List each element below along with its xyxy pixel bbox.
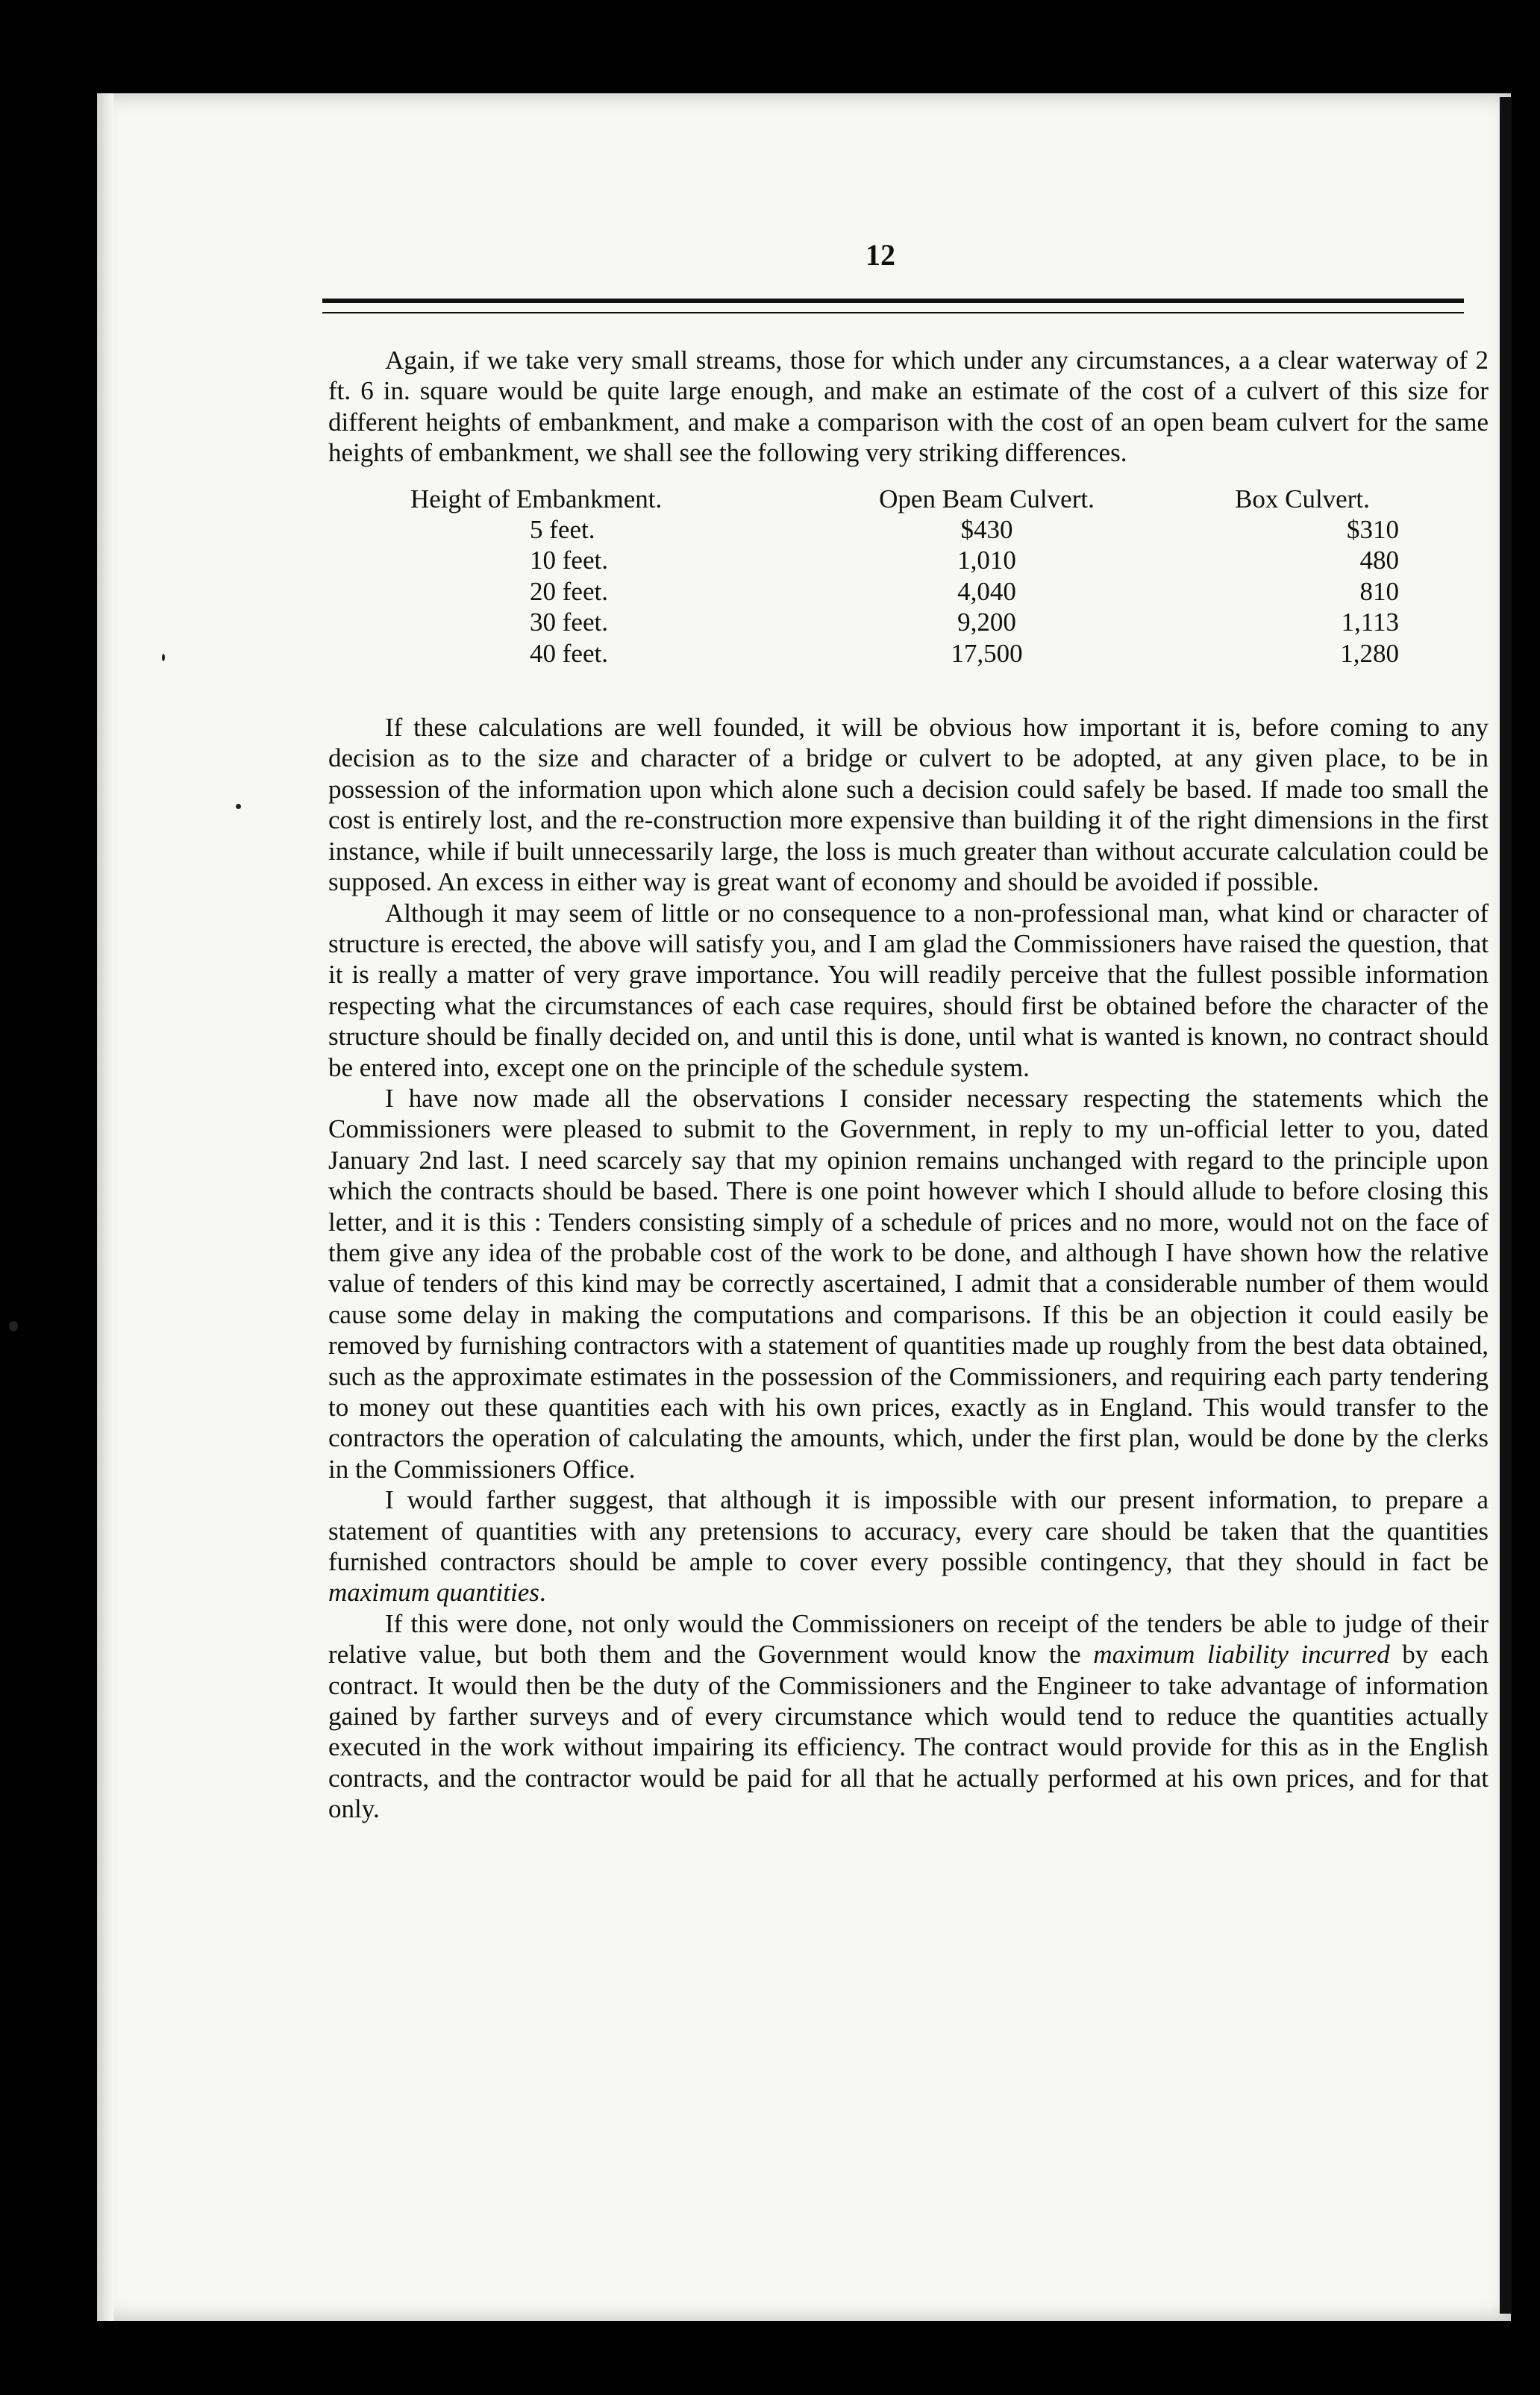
- italic-maximum-liability: maximum liability incurred: [1093, 1640, 1390, 1670]
- cell-box: 1,113: [1341, 608, 1399, 637]
- scan-speck: [9, 1321, 18, 1331]
- cell-height: 40 feet.: [530, 638, 608, 668]
- scan-speck: [162, 654, 165, 661]
- paragraph-suggest-end: .: [539, 1578, 546, 1608]
- cell-height: 20 feet.: [530, 576, 608, 606]
- header-open-beam: Open Beam Culvert.: [879, 484, 1095, 513]
- paragraph-final: [328, 1608, 1489, 1825]
- paragraph-intro: Again, if we take very small streams, those for which under any circumstances, a a clear waterway of 2 ft. 6 in. square would be quite large enough, and make an estimate of the cost of a culvert of this size for different heights of embankment, and make a comparison with the cost of an open beam culvert for the same heights of embankment, we shall see the following very striking differences.: [328, 346, 1489, 468]
- cell-open-beam: $430: [960, 515, 1013, 545]
- paragraph-observations: I have now made all the observations I consider necessary respecting the statements which the Commissioners were pleased to submit to the Government, in reply to my un-official letter to you, dated January 2nd last. I need scarcely say that my opinion remains unchanged with regard to the principle upon which the contracts should be based. There is one point however which I should allude to before closing this letter, and it is this : Tenders consisting simply of a schedule of prices and no more, would not on the face of them give any idea of the probable cost of the work to be done, and although I have shown how the relative value of tenders of this kind may be correctly ascertained, I admit that a considerable number of them would cause some delay in making the computations and comparisons. If this be an objection it could easily be removed by furnishing contractors with a statement of quantities made up roughly from the best data obtained, such as the approximate estimates in the possession of the Commissioners, and requiring each party tendering to money out these quantities each with his own prices, exactly as in England. This would transfer to the contractors the operation of calculating the amounts, which, under the first plan, would be done by the clerks in the Commissioners Office.: [328, 1083, 1489, 1484]
- cell-open-beam: 1,010: [957, 546, 1016, 575]
- paragraph-calculations: If these calculations are well founded, it will be obvious how important it is, before coming to any decision as to the size and character of a bridge or culvert to be adopted, at any given place, to be in possession of the information upon which alone such a decision could safely be based. If made too small the cost is entirely lost, and the re-construction more expensive than building it of the right dimensions in the first instance, while if built unnecessarily large, the loss is much greater than without accurate calculation could be supposed. An excess in either way is great want of economy and should be avoided if possible.: [328, 713, 1489, 897]
- page-edge-shadow: [97, 93, 113, 2321]
- paragraph-suggest-text: I would farther suggest, that although it is impossible with our present information, to prepare a statement of quantities with any pretensions to accuracy, every care should be taken that the quantities furnished contractors should be ample to cover every possible contingency, that they should in fact be: [328, 1485, 1489, 1577]
- table-header-row: [410, 484, 1455, 514]
- cell-open-beam: 17,500: [951, 638, 1023, 668]
- scan-speck: [236, 804, 241, 809]
- table-row: [410, 514, 1455, 545]
- paragraph-final-end: by each contract. It would then be the duty of the Commissioners and the Engineer to take advantage of information gained by farther surveys and of every circumstance which would tend to reduce the quantities actually executed in the work without impairing its efficiency. The contract would provide for this as in the English contracts, and the contractor would be paid for all that he actually performed at his own prices, and for that only.: [328, 1640, 1489, 1824]
- header-rule-thin: [322, 312, 1464, 313]
- cell-box: 1,280: [1340, 638, 1399, 668]
- cell-height: 10 feet.: [530, 546, 608, 575]
- cell-box: 480: [1359, 546, 1399, 575]
- cell-open-beam: 4,040: [957, 576, 1016, 606]
- table-row: [410, 576, 1455, 607]
- header-rule-thick: [322, 299, 1464, 303]
- cost-comparison-table: [410, 484, 1455, 669]
- cell-height: 5 feet.: [530, 515, 595, 545]
- cell-height: 30 feet.: [530, 608, 608, 637]
- header-box-culvert: Box Culvert.: [1235, 484, 1370, 513]
- cell-box: 810: [1359, 576, 1399, 606]
- cell-box: $310: [1347, 515, 1399, 545]
- body-text: [328, 345, 1489, 1825]
- paragraph-consequence: Although it may seem of little or no consequence to a non-professional man, what kind or character of structure is erected, the above will satisfy you, and I am glad the Commissioners have raised the question, that it is really a matter of very grave importance. You will readily perceive that the fullest possible information respecting what the circumstances of each case requires, should first be obtained before the character of the structure should be finally decided on, and until this is done, until what is wanted is known, no contract should be entered into, except one on the principle of the schedule system.: [328, 898, 1489, 1082]
- table-row: [410, 607, 1455, 637]
- header-height: Height of Embankment.: [410, 484, 663, 513]
- page-number: 12: [866, 238, 895, 272]
- table-row: [410, 545, 1455, 575]
- italic-maximum-quantities: maximum quantities: [328, 1578, 539, 1608]
- page-right-border: [1500, 97, 1512, 2314]
- paragraph-suggest: [328, 1484, 1489, 1608]
- cell-open-beam: 9,200: [957, 608, 1016, 637]
- paragraph-final-text: If this were done, not only would the Commissioners on receipt of the tenders be able to judge of their relative value, but both them and the Government would know the: [328, 1608, 1489, 1670]
- table-row: [410, 638, 1455, 669]
